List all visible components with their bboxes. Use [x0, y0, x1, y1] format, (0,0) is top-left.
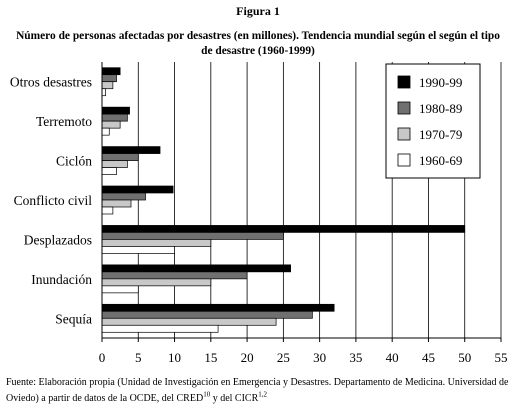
- x-tick-label: 15: [204, 350, 218, 365]
- category-label: Inundación: [31, 271, 92, 287]
- bar: [102, 168, 117, 175]
- figure-label: Figura 1: [236, 4, 280, 18]
- bar: [102, 147, 160, 154]
- legend-swatch: [398, 102, 410, 114]
- bar: [102, 107, 130, 114]
- bar: [102, 75, 117, 82]
- bar: [102, 89, 106, 96]
- bar: [102, 200, 131, 207]
- legend-label: 1990-99: [419, 75, 463, 90]
- bar: [102, 68, 120, 75]
- source-sup-cred: 10: [203, 390, 211, 399]
- category-labels: [10, 75, 92, 327]
- bar: [102, 304, 334, 311]
- bar: [102, 154, 138, 161]
- bar: [102, 239, 211, 246]
- bar: [102, 265, 291, 272]
- bar: [102, 279, 211, 286]
- legend-swatch: [398, 76, 410, 88]
- category-label: Otros desastres: [9, 74, 92, 90]
- bar: [102, 232, 283, 239]
- x-tick-label: 35: [349, 350, 363, 365]
- category-label: Conflicto civil: [13, 193, 92, 208]
- category-label: Desplazados: [23, 232, 92, 248]
- x-tick-label: 50: [458, 350, 472, 365]
- chart-title: Número de personas afectadas por desastres (en millones). Tendencia mundial según el según el tipo de desastre (1960-1999): [16, 30, 500, 57]
- x-tick-label: 55: [494, 350, 508, 365]
- legend-label: 1980-89: [419, 101, 463, 116]
- bar: [102, 128, 109, 135]
- x-tick-label: 40: [385, 350, 399, 365]
- bar: [102, 161, 127, 168]
- x-tick-label: 10: [168, 350, 182, 365]
- bar: [102, 114, 127, 121]
- source-text-middle: y del CICR: [210, 393, 259, 404]
- bar: [102, 318, 276, 325]
- x-tick-label: 25: [276, 350, 290, 365]
- bar: [102, 121, 120, 128]
- legend-label: 1960-69: [419, 153, 463, 168]
- x-tick-label: 20: [240, 350, 254, 365]
- bar: [102, 82, 113, 89]
- category-label: Sequía: [55, 311, 92, 327]
- bar: [102, 186, 173, 193]
- category-label: Terremoto: [35, 114, 92, 130]
- bar: [102, 286, 138, 293]
- x-tick-labels: [99, 350, 508, 365]
- source-note: [6, 375, 512, 407]
- bar: [102, 325, 218, 332]
- x-tick-label: 30: [313, 350, 327, 365]
- bar: [102, 246, 175, 253]
- category-label: Ciclón: [56, 153, 92, 169]
- legend-swatch: [398, 154, 410, 166]
- source-sup-cicr: 1,2: [258, 390, 267, 399]
- bar: [102, 311, 312, 318]
- bar: [102, 193, 146, 200]
- legend-swatch: [398, 128, 410, 140]
- bar: [102, 225, 465, 232]
- legend-label: 1970-79: [419, 127, 463, 142]
- x-tick-label: 5: [135, 350, 142, 365]
- source-text: Fuente: Elaboración propia (Unidad de Investigación en Emergencia y Desastres. Departamento de Medicina. Universidad de Oviedo) a partir de datos de la OCDE, del CRED: [6, 377, 509, 404]
- x-tick-label: 45: [421, 350, 435, 365]
- x-tick-label: 0: [98, 350, 106, 365]
- bar: [102, 207, 113, 214]
- bar: [102, 272, 247, 279]
- legend: [386, 64, 480, 178]
